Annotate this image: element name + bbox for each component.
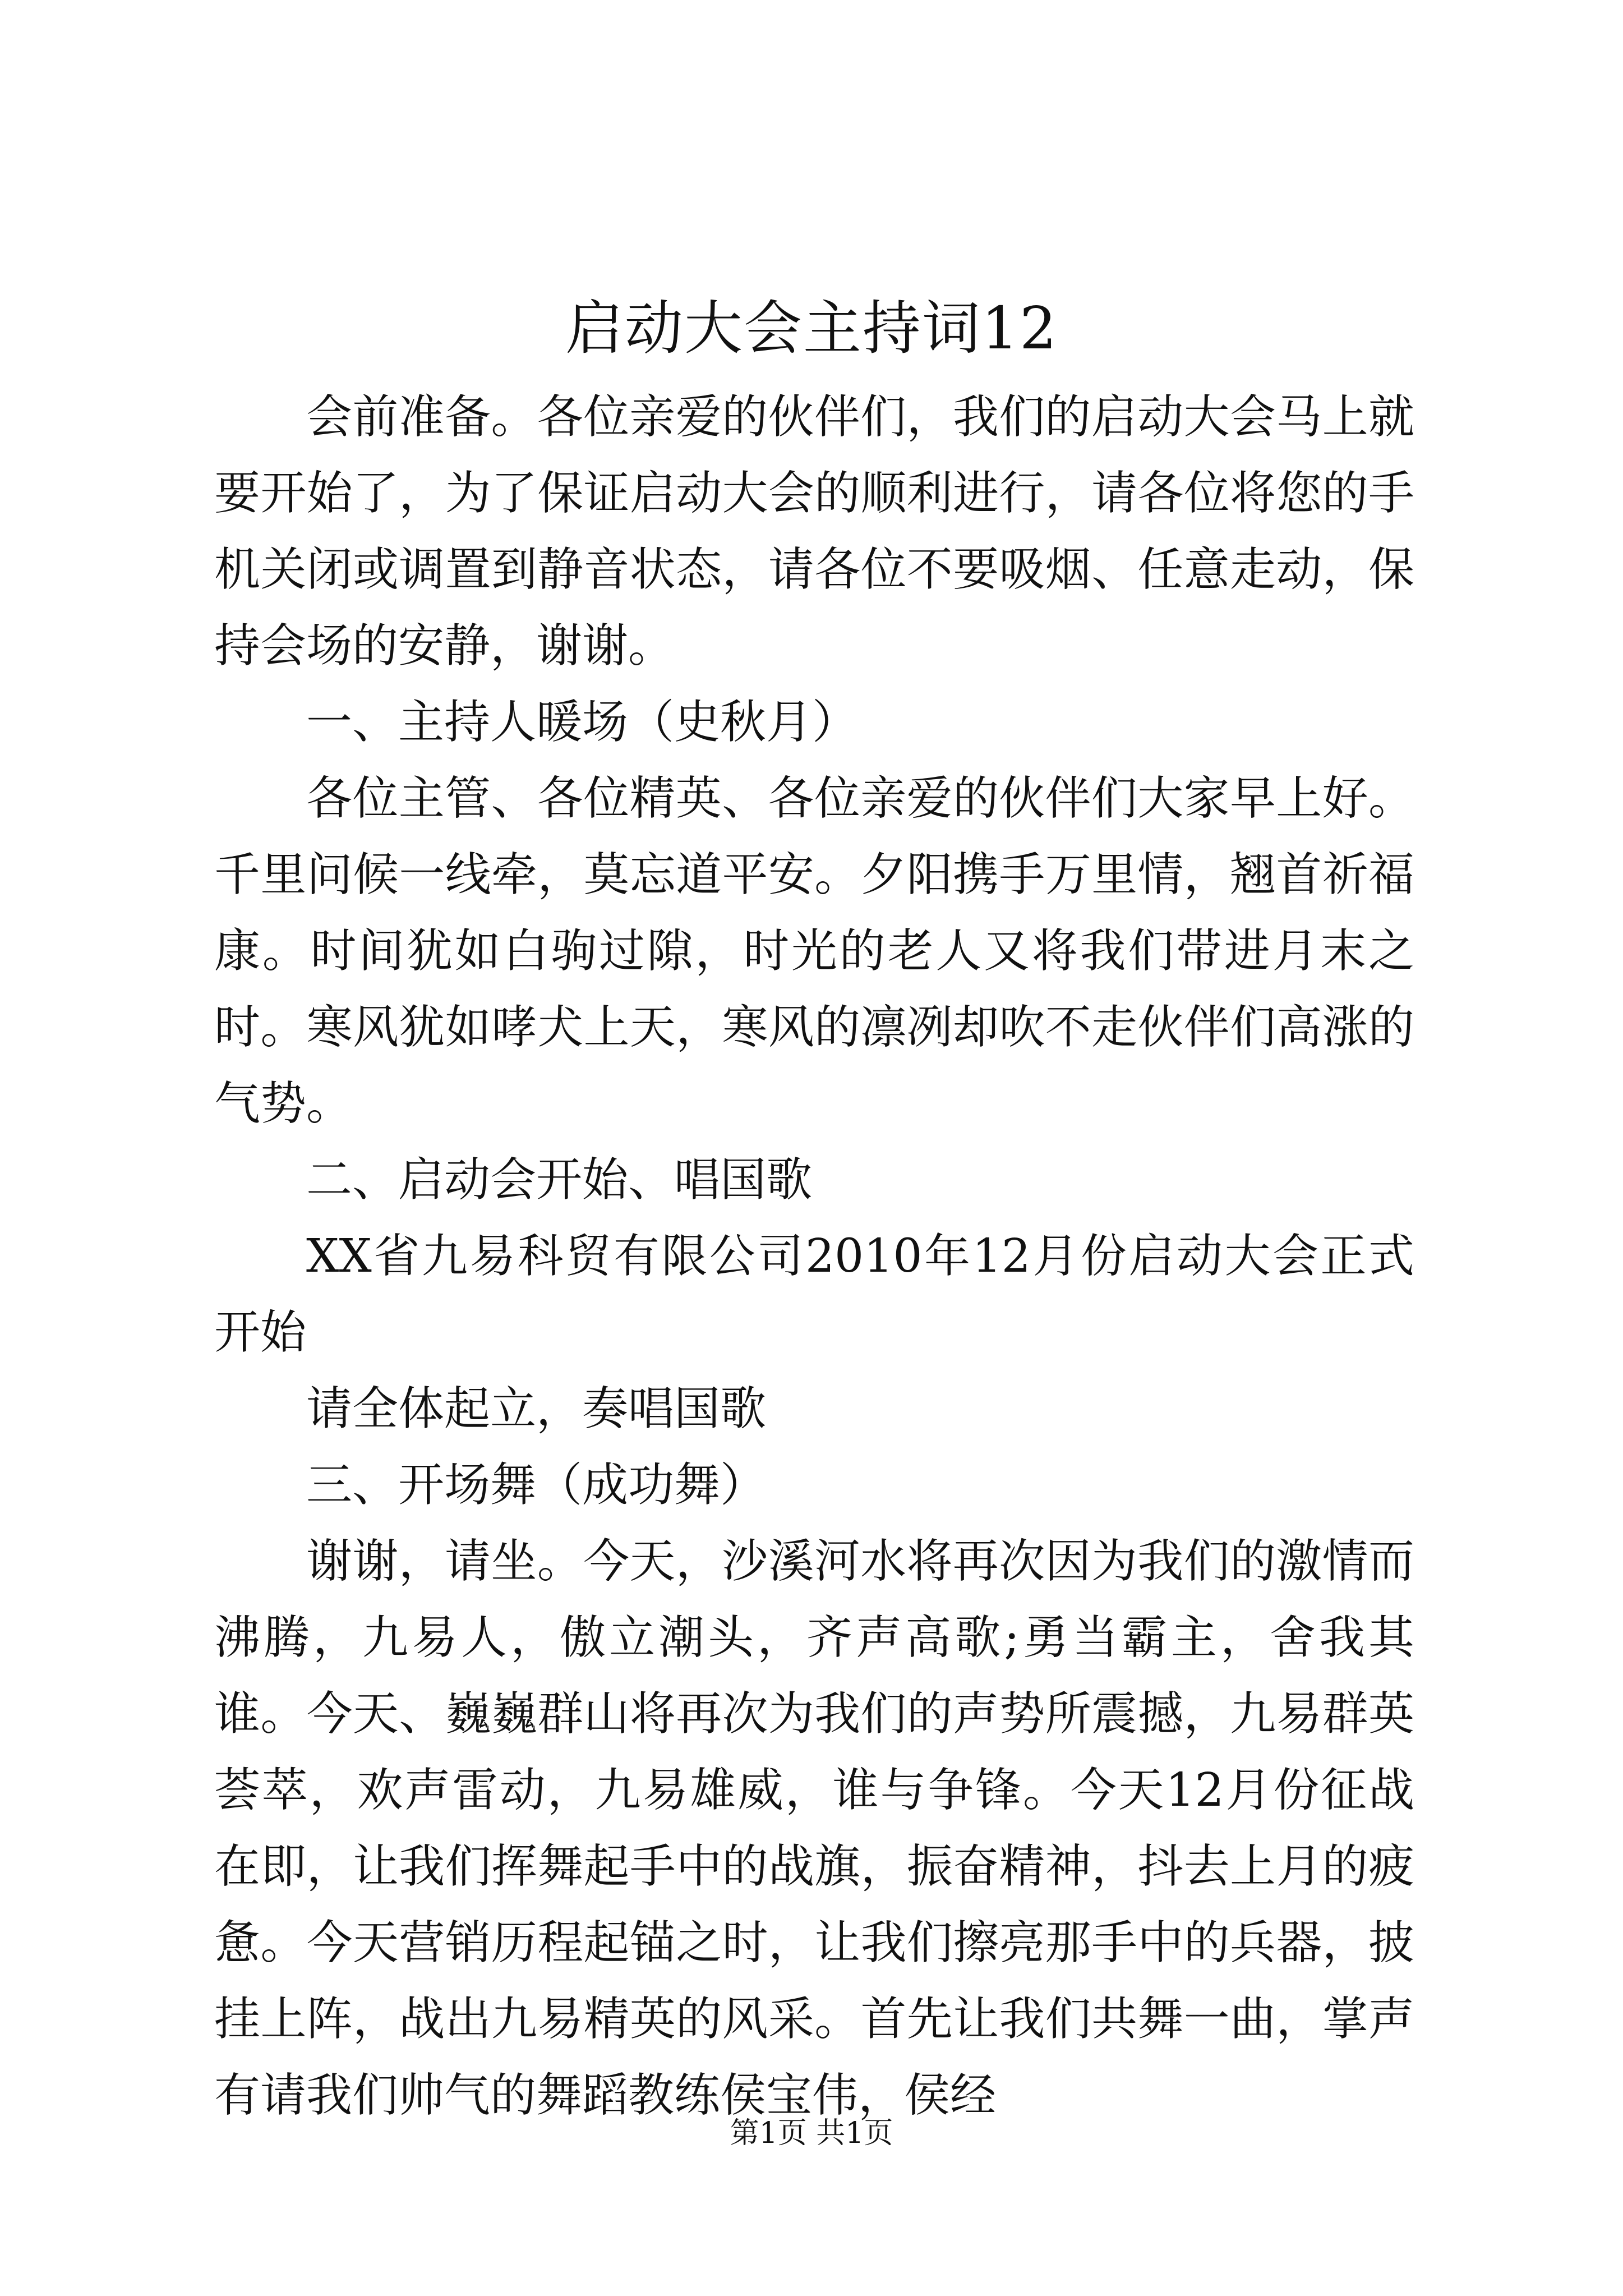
paragraph-anthem: 请全体起立，奏唱国歌 [306,1382,767,1435]
page-footer: 第1页 共1页 [730,2116,893,2150]
paragraph-greeting: 各位主管、各位精英、各位亲爱的伙伴们大家早上好。千里问候一线牵，莫忘道平安。夕阳携手万里情，翘首祈福康。时间犹如白驹过隙，时光的老人又将我们带进月末之时。寒风犹如哮犬上天，寒风的凛冽却吹不走伙伴们高涨的气势。 [214,772,1414,1130]
paragraph-preparation: 会前准备。各位亲爱的伙伴们，我们的启动大会马上就要开始了，为了保证启动大会的顺利进行，请各位将您的手机关闭或调置到静音状态，请各位不要吸烟、任意走动，保持会场的安静，谢谢。 [214,390,1414,673]
document-title: 启动大会主持词12 [565,294,1058,362]
section-heading-dance: 三、开场舞（成功舞） [306,1458,767,1512]
paragraph-speech: 谢谢，请坐。今天，沙溪河水将再次因为我们的激情而沸腾，九易人，傲立潮头，齐声高歌;勇当霸主，舍我其谁。今天、巍巍群山将再次为我们的声势所震撼，九易群英荟萃，欢声雷动，九易雄威，谁与争锋。今天12月份征战在即，让我们挥舞起手中的战旗，振奋精神，抖去上月的疲惫。今天营销历程起锚之时，让我们擦亮那手中的兵器，披挂上阵，战出九易精英的风采。首先让我们共舞一曲，掌声有请我们帅气的舞蹈教练侯宝伟，侯经 [214,1535,1414,2122]
document-body [214,379,1414,2134]
section-heading-start: 二、启动会开始、唱国歌 [306,1153,813,1207]
section-heading-warmup: 一、主持人暖场（史秋月） [306,696,859,749]
paragraph-announcement: XX省九易科贸有限公司2010年12月份启动大会正式开始 [214,1230,1414,1359]
